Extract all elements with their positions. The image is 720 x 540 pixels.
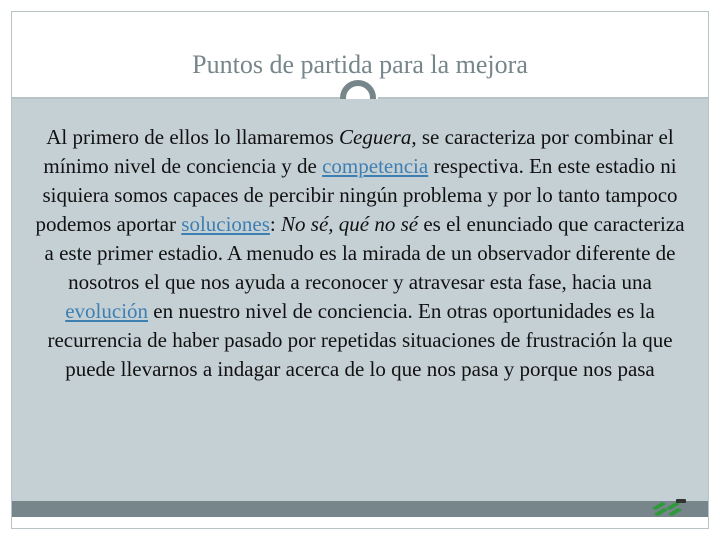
body-panel [12, 99, 708, 501]
body-text-run: respectiva. En este estadio ni siquiera somos capaces de percibir ningún problema y por lo tanto tampoco podemos aportar [35, 154, 678, 236]
slide-title: Puntos de partida para la mejora [192, 50, 528, 79]
body-text-run: , se caracteriza por combinar el mínimo nivel de conciencia y de [43, 125, 674, 178]
footer-band [12, 501, 708, 517]
body-text-run: es el enunciado que caracteriza a este primer estadio. A menudo es la mirada de un observador diferente de nosotros el que nos ayuda a reconocer y atravesar esta fase, hacia una [44, 212, 685, 294]
link-competencia[interactable]: competencia [322, 154, 429, 178]
term-ceguera: Ceguera [339, 125, 412, 149]
body-text-run: : [269, 212, 282, 236]
body-text [32, 123, 688, 384]
body-text-run: en nuestro nivel de conciencia. En otras oportunidades es la recurrencia de haber pasado por repetidas situaciones de frustración la que puede llevarnos a indagar acerca de lo que nos pasa y porque nos pasa [47, 299, 673, 381]
link-soluciones[interactable]: soluciones [181, 212, 270, 236]
green-logo-icon [650, 496, 690, 518]
phrase-no-se: No sé, qué no sé [281, 212, 419, 236]
link-evolucion[interactable]: evolución [65, 299, 149, 323]
body-text-run: Al primero de ellos lo llamaremos [46, 125, 340, 149]
